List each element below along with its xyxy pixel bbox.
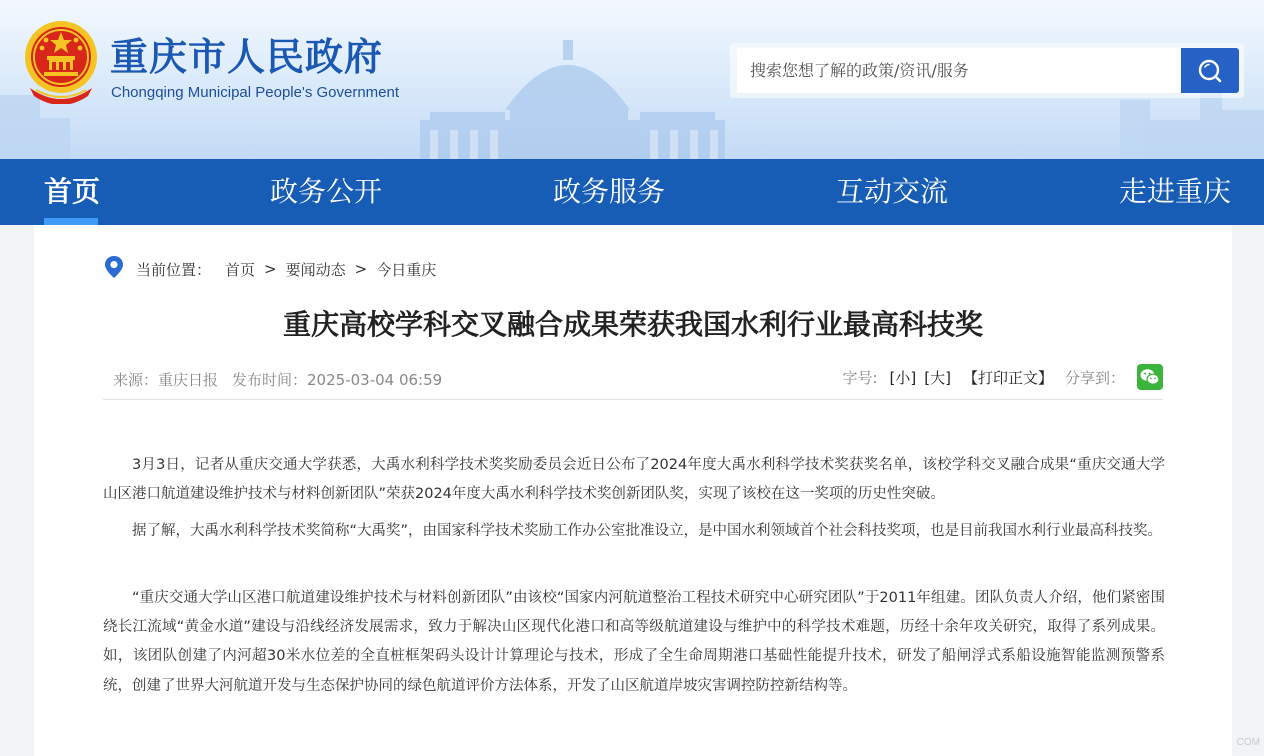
search-button[interactable]	[1181, 48, 1239, 93]
nav-item-home[interactable]: 首页	[44, 175, 101, 208]
site-header	[0, 0, 1264, 159]
corner-watermark: COM	[1236, 737, 1260, 748]
wechat-icon[interactable]	[1137, 364, 1163, 390]
breadcrumb-item-today-chongqing[interactable]: 今日重庆	[376, 260, 437, 279]
font-small-button[interactable]: [小]	[889, 368, 917, 387]
article-paragraph: 据了解，大禹水利科学技术奖简称“大禹奖”，由国家科学技术奖励工作办公室批准设立，是中国水利领域首个社会科技奖项，也是目前我国水利行业最高科技奖。	[132, 523, 1163, 539]
search-icon	[1197, 58, 1223, 84]
breadcrumb-prefix: 当前位置：	[136, 260, 212, 279]
article-panel	[34, 225, 1232, 756]
main-nav	[0, 159, 1264, 225]
article-tools	[842, 362, 1163, 392]
national-emblem-icon	[22, 18, 100, 104]
article-meta-left	[113, 369, 442, 390]
article-paragraph: 3月3日，记者从重庆交通大学获悉，大禹水利科学技术奖奖励委员会近日公布了2024年度大禹水利科学技术奖获奖名单，该校学科交叉融合成果“重庆交通大学山区港口航道建设维护技术与材料创新团队”荣获2024年度大禹水利科学技术奖创新团队奖，实现了该校在这一奖项的历史性突破。	[103, 457, 1165, 503]
share-label: 分享到：	[1064, 368, 1125, 387]
font-large-button[interactable]: [大]	[924, 368, 951, 387]
nav-active-indicator	[44, 218, 98, 225]
breadcrumb-separator: >	[354, 260, 368, 278]
breadcrumb-item-news[interactable]: 要闻动态	[285, 260, 346, 279]
article-source: 来源：重庆日报	[113, 371, 219, 389]
search-input[interactable]	[737, 48, 1181, 93]
article-publish-time: 发布时间：2025-03-04 06:59	[232, 371, 443, 389]
location-pin-icon	[104, 255, 124, 283]
nav-item-government-affairs[interactable]: 政务公开	[270, 175, 383, 208]
breadcrumb-separator: >	[264, 260, 277, 278]
article-paragraph: “重庆交通大学山区港口航道建设维护技术与材料创新团队”由该校“国家内河航道整治工程技术研究中心研究团队”于2011年组建。团队负责人介绍，他们紧密围绕长江流域“黄金水道”建设与沿线经济发展需求，致力于解决山区现代化港口和高等级航道建设与维护中的科学技术难题，历经十余年攻关研究，取得了系列成果。如，该团队创建了内河超30米水位差的全直桩框架码头设计计算理论与技术，形成了全生命周期港口基础性能提升技术，研发了船闸浮式系船设施智能监测预警系统，创建了世界大河航道开发与生态保护协同的绿色航道评价方法体系，开发了山区航道岸坡灾害调控防控新结构等。	[103, 590, 1165, 694]
print-button[interactable]: 【打印正文】	[962, 368, 1053, 387]
article-meta	[103, 360, 1163, 400]
article-title: 重庆高校学科交叉融合成果荣获我国水利行业最高科技奖	[282, 308, 983, 341]
site-title[interactable]: 重庆市人民政府	[110, 35, 384, 79]
nav-item-about-chongqing[interactable]: 走进重庆	[1119, 175, 1232, 208]
nav-item-interaction[interactable]: 互动交流	[836, 175, 949, 208]
site-subtitle: Chongqing Municipal People's Government	[111, 84, 400, 101]
search-bar	[730, 43, 1244, 98]
font-size-label: 字号:	[842, 368, 878, 387]
nav-item-government-services[interactable]: 政务服务	[553, 175, 666, 208]
breadcrumb-item-home[interactable]: 首页	[225, 260, 256, 279]
breadcrumb	[104, 257, 436, 281]
